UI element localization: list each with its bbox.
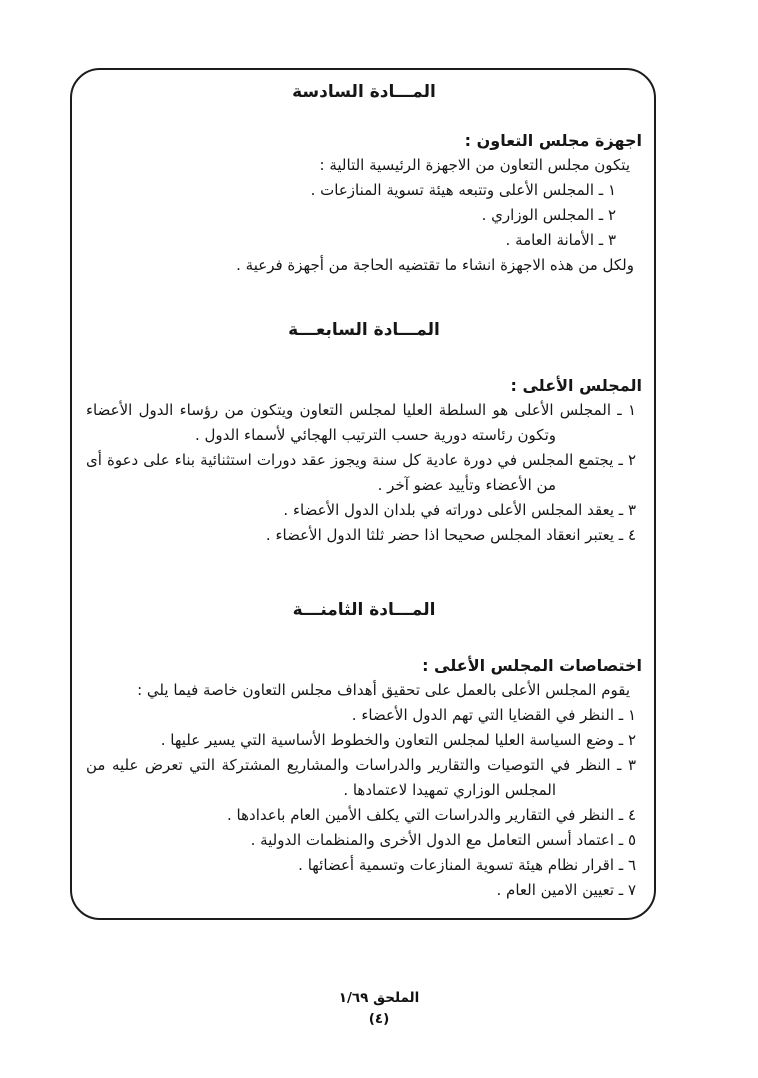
list-item: ٦ ـ اقرار نظام هيئة تسوية المنازعات وتسمية أعضائها . [298,856,636,874]
list-item: ٧ ـ تعيين الامين العام . [496,881,636,899]
article-six-closing: ولكل من هذه الاجهزة انشاء ما تقتضيه الحاجة من أجهزة فرعية . [236,256,634,274]
list-item: ٢ ـ المجلس الوزاري . [481,206,616,224]
article-eight-title: المـــادة الثامنـــة [292,600,436,620]
list-item: ٣ ـ يعقد المجلس الأعلى دوراته في بلدان الدول الأعضاء . [283,501,636,519]
page-border-frame [70,68,656,920]
list-item: ١ ـ المجلس الأعلى هو السلطة العليا لمجلس التعاون ويتكون من رؤساء الدول الأعضاء وتكون رئاسته دورية حسب الترتيب الهجائي لأسماء الدول . [86,401,636,444]
list-item: ٤ ـ النظر في التقارير والدراسات التي يكلف الأمين العام باعدادها . [227,806,636,824]
footer-annex-ref: الملحق ١/٦٩ [338,990,420,1006]
page-footer [0,988,758,1031]
article-seven-heading: المجلس الأعلى : [510,376,642,395]
list-item: ٥ ـ اعتماد أسس التعامل مع الدول الأخرى والمنظمات الدولية . [250,831,636,849]
article-six-title: المـــادة السادسة [292,82,436,102]
list-item: ٢ ـ يجتمع المجلس في دورة عادية كل سنة ويجوز عقد دورات استثنائية بناء على دعوة أى من الأعضاء وتأييد عضو آخر . [86,451,636,494]
article-seven-title: المـــادة السابعـــة [288,320,440,340]
list-item: ١ ـ النظر في القضايا التي تهم الدول الأعضاء . [351,706,636,724]
list-item: ١ ـ المجلس الأعلى وتتبعه هيئة تسوية المنازعات . [310,181,616,199]
article-eight-intro: يقوم المجلس الأعلى بالعمل على تحقيق أهداف مجلس التعاون خاصة فيما يلي : [137,681,630,699]
list-item: ٣ ـ الأمانة العامة . [505,231,616,249]
article-six-heading: اجهزة مجلس التعاون : [464,131,642,150]
article-eight-heading: اختصاصات المجلس الأعلى : [422,656,642,675]
footer-page-number: (٤) [368,1011,390,1027]
list-item: ٤ ـ يعتبر انعقاد المجلس صحيحا اذا حضر ثلثا الدول الأعضاء . [265,526,636,544]
list-item: ٢ ـ وضع السياسة العليا لمجلس التعاون والخطوط الأساسية التي يسير عليها . [160,731,636,749]
list-item: ٣ ـ النظر في التوصيات والتقارير والدراسات والمشاريع المشتركة التي تعرض عليه من المجلس الوزاري تمهيدا لاعتمادها . [86,756,636,799]
article-six-intro: يتكون مجلس التعاون من الاجهزة الرئيسية التالية : [319,156,630,174]
